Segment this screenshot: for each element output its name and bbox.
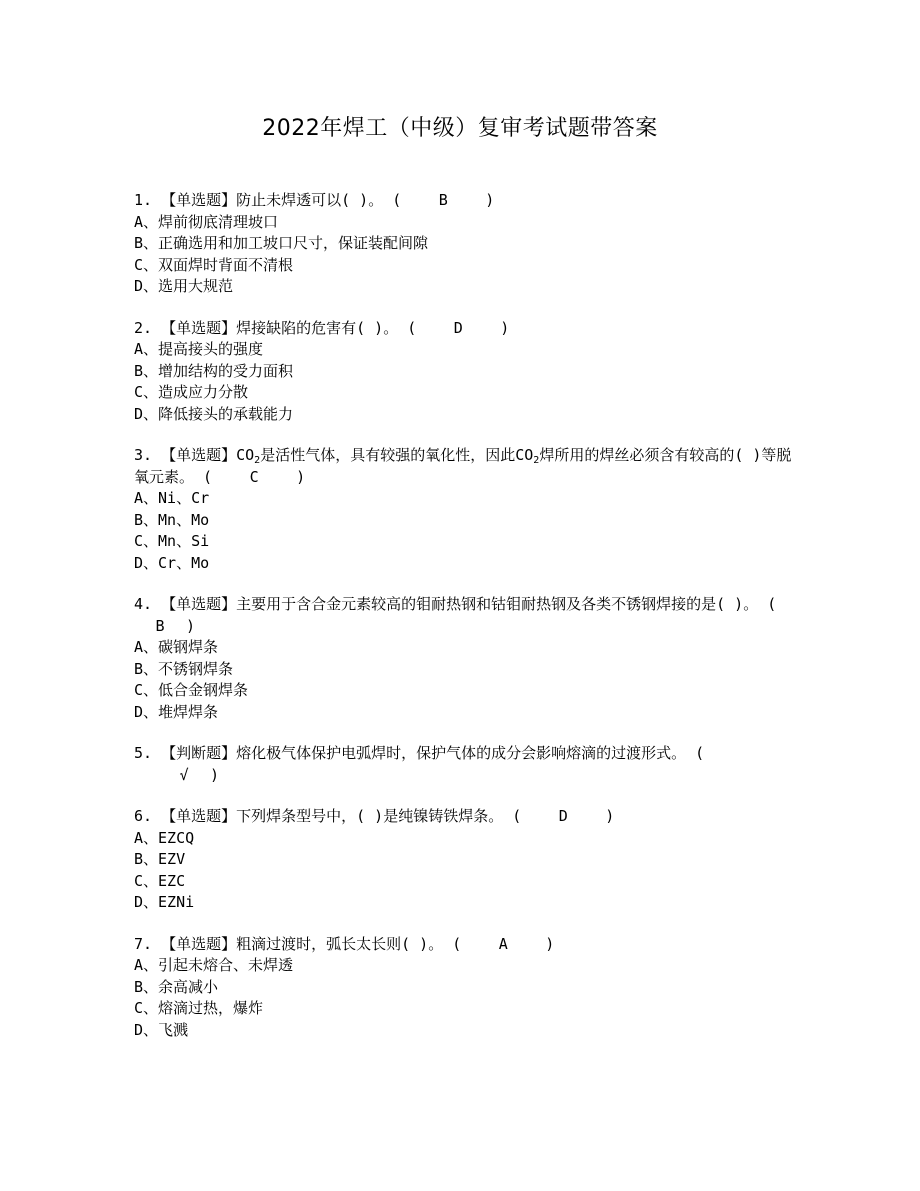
option-c: C、Mn、Si bbox=[134, 532, 210, 550]
question-type: 【单选题】 bbox=[161, 191, 237, 209]
question-6 bbox=[134, 806, 794, 914]
question-type: 【单选题】 bbox=[161, 807, 237, 825]
option-b: B、不锈钢焊条 bbox=[134, 659, 234, 678]
question-text-part: 焊所用的焊丝必须含有较高的( )等脱氧元素。 bbox=[134, 446, 792, 486]
option-b: B、EZV bbox=[134, 850, 186, 868]
option-b: B、Mn、Mo bbox=[134, 510, 210, 529]
question-type: 【单选题】 bbox=[161, 934, 237, 953]
option-a: A、EZCQ bbox=[134, 828, 195, 847]
option-d: D、堆焊焊条 bbox=[134, 702, 219, 721]
question-text: 下列焊条型号中，( )是纯镍铸铁焊条。 bbox=[236, 807, 504, 825]
option-a: A、提高接头的强度 bbox=[134, 340, 264, 358]
option-d: D、降低接头的承载能力 bbox=[134, 404, 294, 423]
subscript: 2 bbox=[533, 455, 540, 466]
question-text: 焊接缺陷的危害有( )。 bbox=[236, 318, 399, 337]
question-type: 【单选题】 bbox=[161, 446, 237, 464]
question-stem: 1. 【单选题】防止未焊透可以( )。 ( B ) bbox=[134, 190, 794, 212]
option-c: C、双面焊时背面不清根 bbox=[134, 255, 294, 274]
question-number: 3. bbox=[134, 446, 153, 464]
option-b: B、增加结构的受力面积 bbox=[134, 361, 294, 380]
question-4 bbox=[134, 594, 794, 723]
question-answer: C bbox=[249, 467, 259, 486]
question-answer: D bbox=[453, 318, 463, 337]
question-stem: 7. 【单选题】粗滴过渡时，弧长太长则( )。 ( A ) bbox=[134, 934, 794, 956]
question-text-part: 是活性气体，具有较强的氧化性，因此CO bbox=[260, 446, 534, 464]
question-text: 主要用于含合金元素较高的钼耐热钢和钴钼耐热钢及各类不锈钢焊接的是( )。 bbox=[236, 595, 759, 613]
question-text: 粗滴过渡时，弧长太长则( )。 bbox=[236, 934, 444, 953]
question-stem: 4. 【单选题】主要用于含合金元素较高的钼耐热钢和钴钼耐热钢及各类不锈钢焊接的是( )。 (B ) bbox=[134, 594, 794, 637]
question-number: 2. bbox=[134, 318, 153, 337]
option-a: A、引起未熔合、未焊透 bbox=[134, 956, 294, 974]
option-d: D、选用大规范 bbox=[134, 277, 234, 295]
subscript: 2 bbox=[254, 455, 261, 466]
option-a: A、焊前彻底清理坡口 bbox=[134, 212, 279, 231]
question-type: 【判断题】 bbox=[161, 744, 237, 762]
question-number: 5. bbox=[134, 744, 153, 762]
option-c: C、熔滴过热，爆炸 bbox=[134, 999, 264, 1017]
option-d: D、Cr、Mo bbox=[134, 553, 210, 572]
question-type: 【单选题】 bbox=[161, 595, 237, 613]
option-d: D、EZNi bbox=[134, 893, 195, 911]
question-number: 7. bbox=[134, 934, 153, 953]
question-2 bbox=[134, 318, 794, 426]
question-stem: 2. 【单选题】焊接缺陷的危害有( )。 ( D ) bbox=[134, 318, 794, 340]
question-7 bbox=[134, 934, 794, 1042]
question-type: 【单选题】 bbox=[161, 318, 237, 337]
question-answer: D bbox=[558, 807, 568, 825]
document-title: 2022年焊工（中级）复审考试题带答案 bbox=[262, 116, 658, 141]
option-c: C、造成应力分散 bbox=[134, 383, 249, 401]
question-number: 4. bbox=[134, 595, 153, 613]
question-text: 防止未焊透可以( )。 bbox=[236, 191, 384, 209]
option-d: D、飞溅 bbox=[134, 1020, 189, 1039]
question-text-part: CO bbox=[236, 446, 255, 464]
question-answer: √ bbox=[179, 765, 189, 784]
question-answer: B bbox=[438, 191, 448, 209]
question-number: 1. bbox=[134, 191, 153, 209]
question-1 bbox=[134, 190, 794, 298]
question-stem: 5. 【判断题】熔化极气体保护电弧焊时，保护气体的成分会影响熔滴的过渡形式。 ( bbox=[134, 744, 705, 762]
question-stem: 6. 【单选题】下列焊条型号中，( )是纯镍铸铁焊条。 ( D ) bbox=[134, 806, 794, 828]
answer-line: √ ) bbox=[134, 765, 794, 787]
option-c: C、低合金钢焊条 bbox=[134, 681, 249, 699]
question-list bbox=[134, 190, 794, 1061]
option-c: C、EZC bbox=[134, 871, 186, 890]
option-b: B、正确选用和加工坡口尺寸，保证装配间隙 bbox=[134, 234, 429, 252]
question-3 bbox=[134, 445, 794, 574]
question-number: 6. bbox=[134, 807, 153, 825]
option-b: B、余高减小 bbox=[134, 977, 219, 996]
option-a: A、Ni、Cr bbox=[134, 489, 210, 507]
question-answer: B bbox=[155, 616, 165, 635]
question-stem: 3. 【单选题】$CO_2$是活性气体，具有较强的氧化性，因此$CO_2$焊所用的焊丝必须含有较高的( )等脱氧元素。 ( C ) bbox=[134, 445, 794, 488]
question-5 bbox=[134, 743, 794, 786]
question-answer: A bbox=[498, 934, 508, 953]
question-text: 熔化极气体保护电弧焊时，保护气体的成分会影响熔滴的过渡形式。 bbox=[236, 744, 687, 762]
option-a: A、碳钢焊条 bbox=[134, 638, 219, 656]
